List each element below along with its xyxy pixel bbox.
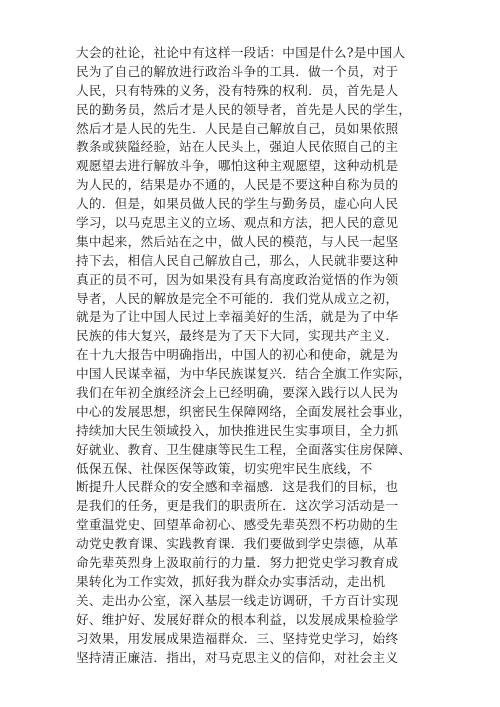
text-line: 是我们的任务，更是我们的职责所在．这次学习活动是一 xyxy=(76,498,399,514)
text-line: 好、维护好、发展好群众的根本利益，以发展成果检验学 xyxy=(76,611,399,627)
text-line: 然后才是人民的先生．人民是自己解放自己，员如果依照 xyxy=(76,120,399,136)
text-line: 观愿望去进行解放斗争，哪怕这种主观愿望，这种动机是 xyxy=(76,158,399,174)
text-line: 果转化为工作实效，抓好我为群众办实事活动，走出机 xyxy=(76,573,386,589)
text-line: 人民，只有特殊的义务，没有特殊的权利．员，首先是人 xyxy=(76,82,399,98)
text-line: 好就业、教育、卫生健康等民生工程，全面落实住房保障、 xyxy=(76,441,412,457)
text-line: 我们在年初全旗经济会上已经明确，要深入践行以人民为 xyxy=(76,385,399,401)
text-line: 命先辈英烈身上汲取前行的力量．努力把党史学习教育成 xyxy=(76,555,399,571)
text-line: 持下去，相信人民自己解放自己，那么，人民就非要这种 xyxy=(76,252,399,268)
text-line: 学习，以马克思主义的立场、观点和方法，把人民的意见 xyxy=(76,215,399,231)
text-line: 人的．但是，如果员做人民的学生与勤务员，虚心向人民 xyxy=(76,196,399,212)
text-line: 为人民的，结果是办不通的，人民是不要这种自称为员的 xyxy=(76,177,399,193)
text-line: 关、走出办公室，深入基层一线走访调研，千方百计实现 xyxy=(76,592,399,608)
text-line: 低保五保、社保医保等政策，切实兜牢民生底线，不 xyxy=(76,460,373,476)
text-line: 真正的员不可，因为如果没有具有高度政治觉悟的作为领 xyxy=(76,271,399,287)
text-line: 就是为了让中国人民过上幸福美好的生活，就是为了中华 xyxy=(76,309,399,325)
text-line: 民为了自己的解放进行政治斗争的工具．做一个员，对于 xyxy=(76,63,399,79)
text-line: 断提升人民群众的安全感和幸福感．这是我们的目标，也 xyxy=(76,479,399,495)
text-line: 导者，人民的解放是完全不可能的．我们党从成立之初， xyxy=(76,290,399,306)
text-line: 教条或狭隘经验，站在人民头上，强迫人民依照自己的主 xyxy=(76,139,399,155)
text-line: 持续加大民生领域投入，加快推进民生实事项目，全力抓 xyxy=(76,422,399,438)
text-line: 在十九大报告中明确指出，中国人的初心和使命，就是为 xyxy=(76,347,399,363)
text-line: 大会的社论，社论中有这样一段话：中国是什么?是中国人 xyxy=(76,45,406,60)
text-line: 民的勤务员，然后才是人民的领导者，首先是人民的学生， xyxy=(76,101,412,117)
text-line: 民族的伟大复兴，最终是为了天下大同，实现共产主义． xyxy=(76,328,399,344)
text-line: 中心的发展思想，织密民生保障网络，全面发展社会事业， xyxy=(76,403,412,419)
text-line: 堂重温党史、回望革命初心、感受先辈英烈不朽功勋的生 xyxy=(76,517,399,533)
body-text xyxy=(76,44,430,667)
text-line: 中国人民谋幸福，为中华民族谋复兴．结合全旗工作实际， xyxy=(76,366,412,382)
text-line: 集中起来，然后站在之中，做人民的模范，与人民一起坚 xyxy=(76,233,399,249)
text-line: 动党史教育课、实践教育课．我们要做到学史崇德，从革 xyxy=(76,536,399,552)
text-line: 坚持清正廉洁．指出，对马克思主义的信仰，对社会主义 xyxy=(76,649,399,665)
text-line: 习效果，用发展成果造福群众．三、坚持党史学习，始终 xyxy=(76,630,399,646)
